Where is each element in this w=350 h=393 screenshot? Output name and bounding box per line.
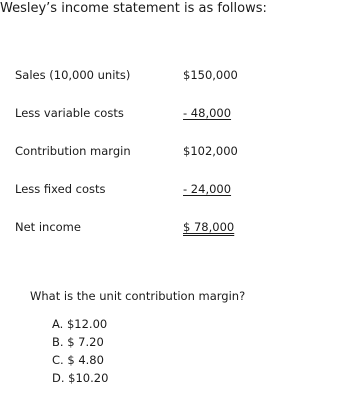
statement-label: Contribution margin <box>15 144 131 158</box>
statement-amount: $ 78,000 <box>183 220 235 234</box>
statement-row-fixed-costs <box>0 180 350 198</box>
statement-label: Net income <box>15 220 81 234</box>
statement-label: Sales (10,000 units) <box>15 68 131 82</box>
statement-amount: - 24,000 <box>183 182 232 196</box>
question-text: What is the unit contribution margin? <box>30 289 246 303</box>
statement-amount: $102,000 <box>183 144 238 158</box>
statement-amount: $150,000 <box>183 68 238 82</box>
statement-row-sales <box>0 66 350 84</box>
intro-text: Wesley’s income statement is as follows: <box>0 1 267 16</box>
statement-label: Less variable costs <box>15 106 124 120</box>
statement-amount: - 48,000 <box>183 106 232 120</box>
statement-row-contribution-margin <box>0 142 350 160</box>
answer-option-b[interactable]: B. $ 7.20 <box>52 335 104 349</box>
answer-option-a[interactable]: A. $12.00 <box>52 317 108 331</box>
statement-row-variable-costs <box>0 104 350 122</box>
answer-options <box>52 315 108 387</box>
statement-label: Less fixed costs <box>15 182 106 196</box>
answer-option-d[interactable]: D. $10.20 <box>52 371 109 385</box>
statement-row-net-income <box>0 218 350 236</box>
answer-option-c[interactable]: C. $ 4.80 <box>52 353 104 367</box>
